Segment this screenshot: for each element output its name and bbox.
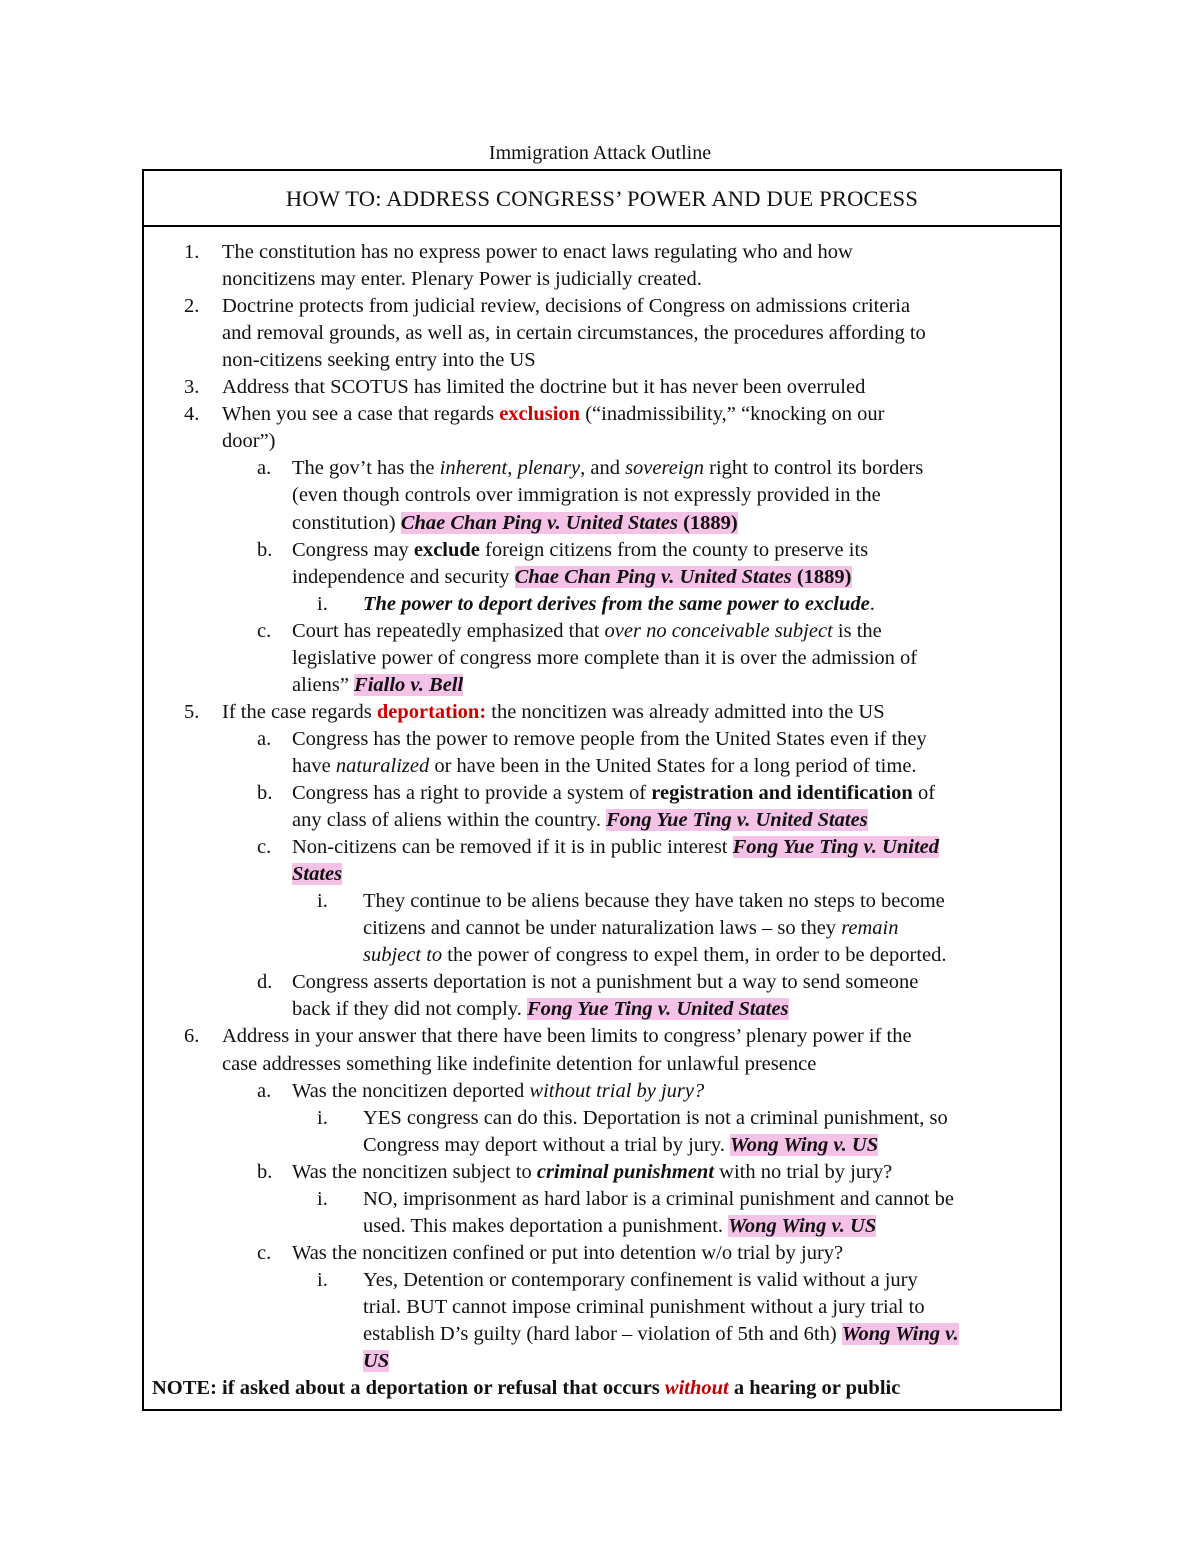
- outline-line: [292, 996, 789, 1023]
- case-citation: Chae Chan Ping v. United States: [514, 565, 792, 588]
- outline-line: [363, 915, 899, 942]
- text-segment: citizens and cannot be under naturalization laws – so they: [363, 917, 842, 940]
- text-segment: trial. BUT cannot impose criminal punishment without a jury trial to: [363, 1295, 925, 1318]
- text-segment: independence and security: [292, 565, 515, 588]
- outline-line: [363, 1186, 954, 1213]
- text-segment: YES congress can do this. Deportation is not a criminal punishment, so: [363, 1106, 948, 1129]
- text-segment: registration and identification: [651, 782, 913, 804]
- text-segment: When you see a case that regards: [222, 403, 500, 426]
- box-header: HOW TO: ADDRESS CONGRESS’ POWER AND DUE PROCESS: [144, 171, 1060, 227]
- outline-line: [222, 699, 885, 726]
- text-segment: The gov’t has the: [292, 457, 440, 480]
- text-segment: subject to: [363, 944, 443, 967]
- list-marker: d.: [257, 971, 273, 994]
- case-citation: criminal punishment: [536, 1160, 715, 1183]
- outline-line: [292, 537, 868, 564]
- outline-line: [292, 482, 881, 509]
- outline-line: [292, 726, 927, 753]
- outline-line: [222, 374, 865, 401]
- outline-line: [222, 239, 853, 266]
- outline-line: [222, 1023, 912, 1050]
- text-segment: remain: [841, 917, 899, 940]
- text-segment: a hearing or public: [728, 1377, 901, 1400]
- outline-line: [292, 645, 917, 672]
- text-segment: Address in your answer that there have been limits to congress’ plenary power if the: [222, 1025, 912, 1048]
- outline-line: [292, 753, 917, 780]
- text-segment: Congress may: [292, 538, 414, 561]
- outline-line: [292, 1078, 704, 1105]
- text-segment: exclude: [413, 538, 480, 561]
- list-marker: i.: [317, 1187, 328, 1210]
- outline-line: [363, 1132, 878, 1159]
- outline-box: [142, 169, 1062, 1411]
- list-marker: i.: [317, 1268, 328, 1291]
- text-segment: (even though controls over immigration is not expressly provided in the: [292, 484, 881, 507]
- text-segment: door”): [222, 430, 276, 453]
- outline-body: [144, 227, 1060, 1400]
- outline-line: [292, 618, 882, 645]
- outline-line: [292, 1159, 892, 1186]
- text-segment: Doctrine protects from judicial review, decisions of Congress on admissions criteria: [222, 295, 911, 318]
- text-segment: without trial by jury?: [529, 1079, 705, 1102]
- outline-line: [292, 672, 463, 699]
- text-segment: inherent, plenary: [439, 457, 581, 480]
- text-segment: the power of congress to expel them, in order to be deported.: [442, 944, 947, 967]
- list-marker: i.: [317, 890, 328, 913]
- document-title: Immigration Attack Outline: [488, 142, 712, 164]
- text-segment: (1889): [791, 565, 852, 588]
- text-segment: the noncitizen was already admitted into the US: [486, 700, 885, 723]
- outline-line: [222, 320, 926, 347]
- list-marker: 2.: [184, 295, 200, 318]
- case-citation: Chae Chan Ping v. United States: [400, 511, 678, 534]
- text-segment: Court has repeatedly emphasized that: [292, 619, 605, 642]
- text-segment: , and: [580, 457, 626, 480]
- list-marker: 1.: [184, 241, 200, 263]
- case-citation: Wong Wing v. US: [728, 1214, 877, 1237]
- outline-line: [363, 1348, 389, 1375]
- text-segment: of: [912, 782, 936, 804]
- text-segment: constitution): [292, 511, 401, 534]
- list-marker: 4.: [184, 403, 200, 426]
- case-citation: States: [292, 863, 343, 886]
- case-citation: Wong Wing v. US: [730, 1133, 879, 1156]
- case-citation: The power to deport derives from the same power to exclude: [363, 592, 870, 615]
- text-segment: Non-citizens can be removed if it is in public interest: [292, 836, 733, 859]
- text-segment: and removal grounds, as well as, in certain circumstances, the procedures affording to: [222, 322, 926, 345]
- outline-line: [292, 510, 738, 537]
- outline-line: [222, 428, 276, 455]
- text-segment: right to control its borders: [704, 457, 924, 480]
- text-segment: Congress may deport without a trial by jury.: [363, 1133, 731, 1156]
- outline-line: [292, 969, 918, 996]
- list-marker: c.: [257, 1241, 272, 1264]
- text-segment: sovereign: [625, 457, 705, 480]
- text-segment: .: [869, 592, 875, 615]
- text-segment: used. This makes deportation a punishment.: [363, 1214, 729, 1237]
- text-segment: They continue to be aliens because they have taken no steps to become: [363, 890, 945, 913]
- case-citation: Fiallo v. Bell: [354, 673, 464, 696]
- list-marker: 6.: [184, 1025, 200, 1048]
- text-segment: If the case regards: [222, 700, 377, 723]
- case-citation: Fong Yue Ting v. United States: [526, 998, 789, 1021]
- text-segment: foreign citizens from the county to preserve its: [479, 538, 869, 561]
- text-segment: over no conceivable subject: [604, 619, 833, 642]
- list-marker: a.: [257, 1079, 272, 1102]
- text-segment: Was the noncitizen deported: [292, 1079, 530, 1102]
- text-segment: Was the noncitizen subject to: [292, 1160, 537, 1183]
- outline-line: [292, 564, 852, 591]
- outline-line: [363, 1267, 918, 1294]
- list-marker: a.: [257, 727, 272, 750]
- outline-line: [292, 455, 923, 482]
- text-segment: case addresses something like indefinite detention for unlawful presence: [222, 1052, 817, 1075]
- list-marker: 5.: [184, 700, 200, 723]
- text-segment: with no trial by jury?: [714, 1160, 893, 1183]
- list-marker: b.: [257, 538, 273, 561]
- list-marker: 3.: [184, 376, 200, 399]
- text-segment: or have been in the United States for a long period of time.: [429, 754, 917, 777]
- case-citation: Wong Wing v.: [841, 1323, 959, 1345]
- text-segment: The constitution has no express power to enact laws regulating who and how: [222, 241, 853, 263]
- text-segment: NOTE: if asked about a deportation or refusal that occurs: [152, 1377, 665, 1400]
- outline-line: [363, 1321, 959, 1348]
- outline-line: [222, 401, 885, 428]
- outline-line: [292, 780, 935, 807]
- text-segment: back if they did not comply.: [292, 998, 527, 1021]
- text-segment: (“inadmissibility,” “knocking on our: [580, 403, 885, 426]
- text-segment: Congress asserts deportation is not a punishment but a way to send someone: [292, 971, 919, 994]
- text-segment: is the: [832, 619, 882, 642]
- list-marker: a.: [257, 457, 272, 480]
- list-marker: b.: [257, 782, 273, 804]
- text-segment: have: [292, 754, 336, 777]
- outline-line: [363, 1105, 948, 1132]
- outline-line: [363, 888, 945, 915]
- list-marker: i.: [317, 1106, 328, 1129]
- case-citation: Fong Yue Ting v. United States: [606, 809, 868, 832]
- case-citation: US: [363, 1350, 390, 1373]
- outline-line: [363, 942, 947, 969]
- list-marker: b.: [257, 1160, 273, 1183]
- list-marker: c.: [257, 619, 272, 642]
- outline-line: [292, 1240, 843, 1267]
- outline-line: [222, 293, 910, 320]
- outline-line: [363, 591, 875, 618]
- outline-line: [292, 861, 342, 888]
- note-line: [152, 1375, 900, 1402]
- keyword-highlight: deportation:: [376, 700, 487, 723]
- text-segment: (1889): [677, 511, 738, 534]
- text-segment: legislative power of congress more complete than it is over the admission of: [292, 646, 918, 669]
- list-marker: c.: [257, 836, 272, 859]
- text-segment: establish D’s guilty (hard labor – violation of 5th and 6th): [363, 1323, 842, 1345]
- text-segment: aliens”: [292, 673, 355, 696]
- outline-line: [292, 807, 868, 834]
- outline-line: [292, 834, 939, 861]
- text-segment: Congress has a right to provide a system of: [292, 782, 652, 804]
- text-segment: noncitizens may enter. Plenary Power is judicially created.: [222, 268, 702, 291]
- text-segment: non-citizens seeking entry into the US: [222, 349, 536, 372]
- outline-line: [222, 1051, 816, 1078]
- keyword-highlight: exclusion: [499, 403, 581, 426]
- text-segment: naturalized: [335, 754, 430, 777]
- text-segment: Address that SCOTUS has limited the doctrine but it has never been overruled: [222, 376, 866, 399]
- list-marker: i.: [317, 592, 328, 615]
- text-segment: Was the noncitizen confined or put into detention w/o trial by jury?: [292, 1241, 844, 1264]
- keyword-highlight: without: [664, 1377, 729, 1400]
- outline-line: [363, 1294, 925, 1321]
- outline-line: [222, 347, 536, 374]
- outline-line: [222, 266, 702, 293]
- text-segment: NO, imprisonment as hard labor is a criminal punishment and cannot be: [363, 1187, 954, 1210]
- text-segment: Congress has the power to remove people from the United States even if they: [292, 727, 927, 750]
- case-citation: Fong Yue Ting v. United: [732, 836, 939, 859]
- outline-line: [363, 1213, 876, 1240]
- text-segment: any class of aliens within the country.: [292, 809, 607, 832]
- text-segment: Yes, Detention or contemporary confinement is valid without a jury: [363, 1268, 918, 1291]
